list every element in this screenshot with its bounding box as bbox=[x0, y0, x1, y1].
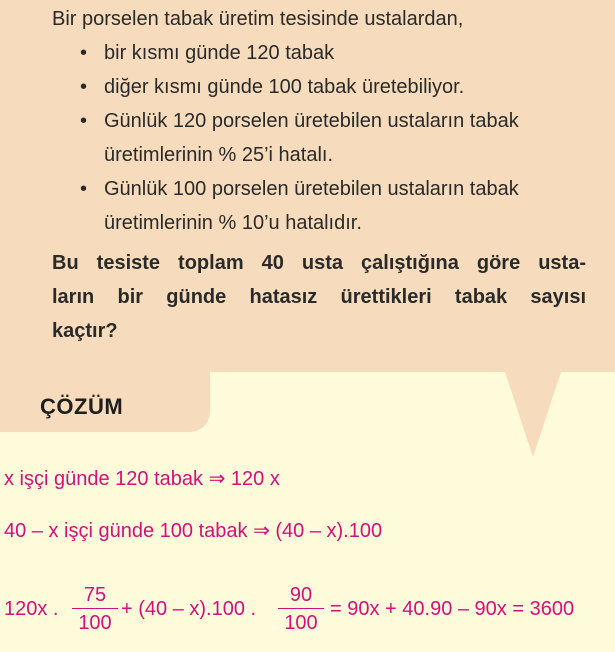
condition-text: Günlük 100 porselen üretebilen ustaların tabak bbox=[104, 178, 519, 200]
fraction-denominator: 100 bbox=[284, 612, 318, 634]
condition-text: üretimlerinin % 10’u hatalıdır. bbox=[104, 212, 362, 234]
solution-step-2: 40 – x işçi günde 100 tabak ⇒ (40 – x).100 bbox=[4, 520, 383, 542]
solution-heading: ÇÖZÜM bbox=[40, 394, 124, 419]
fraction-bar bbox=[72, 608, 118, 609]
bullet-marker: • bbox=[80, 178, 88, 200]
equation-term: 120x . bbox=[4, 598, 59, 620]
condition-item bbox=[0, 36, 615, 70]
condition-text: bir kısmı günde 120 tabak bbox=[104, 42, 335, 64]
question-line: ların bir günde hatasız ürettikleri tabak sayısı bbox=[52, 286, 586, 308]
condition-item bbox=[0, 172, 615, 206]
bullet-marker: • bbox=[80, 76, 88, 98]
equation-result: = 90x + 40.90 – 90x = 3600 bbox=[330, 598, 575, 620]
condition-text: Günlük 120 porselen üretebilen ustaların tabak bbox=[104, 110, 519, 132]
fraction bbox=[278, 584, 324, 634]
fraction-numerator: 75 bbox=[83, 584, 107, 606]
fraction-denominator: 100 bbox=[78, 612, 112, 634]
question-line: Bu tesiste toplam 40 usta çalıştığına göre usta- bbox=[52, 252, 586, 274]
problem-question bbox=[52, 246, 586, 348]
bullet-marker: • bbox=[80, 110, 88, 132]
callout-pointer bbox=[505, 372, 561, 457]
solution-step-1: x işçi günde 120 tabak ⇒ 120 x bbox=[4, 468, 280, 490]
question-line: kaçtır? bbox=[52, 320, 118, 342]
condition-continuation bbox=[0, 206, 615, 240]
condition-continuation bbox=[0, 138, 615, 172]
fraction-numerator: 90 bbox=[289, 584, 313, 606]
bullet-marker: • bbox=[80, 42, 88, 64]
problem-intro: Bir porselen tabak üretim tesisinde ustalardan, bbox=[52, 8, 464, 30]
condition-list bbox=[0, 36, 615, 240]
condition-text: üretimlerinin % 25’i hatalı. bbox=[104, 144, 333, 166]
fraction bbox=[72, 584, 118, 634]
condition-text: diğer kısmı günde 100 tabak üretebiliyor. bbox=[104, 76, 465, 98]
fraction-bar bbox=[278, 608, 324, 609]
condition-item bbox=[0, 104, 615, 138]
equation-term: + (40 – x).100 . bbox=[121, 598, 257, 620]
condition-item bbox=[0, 70, 615, 104]
